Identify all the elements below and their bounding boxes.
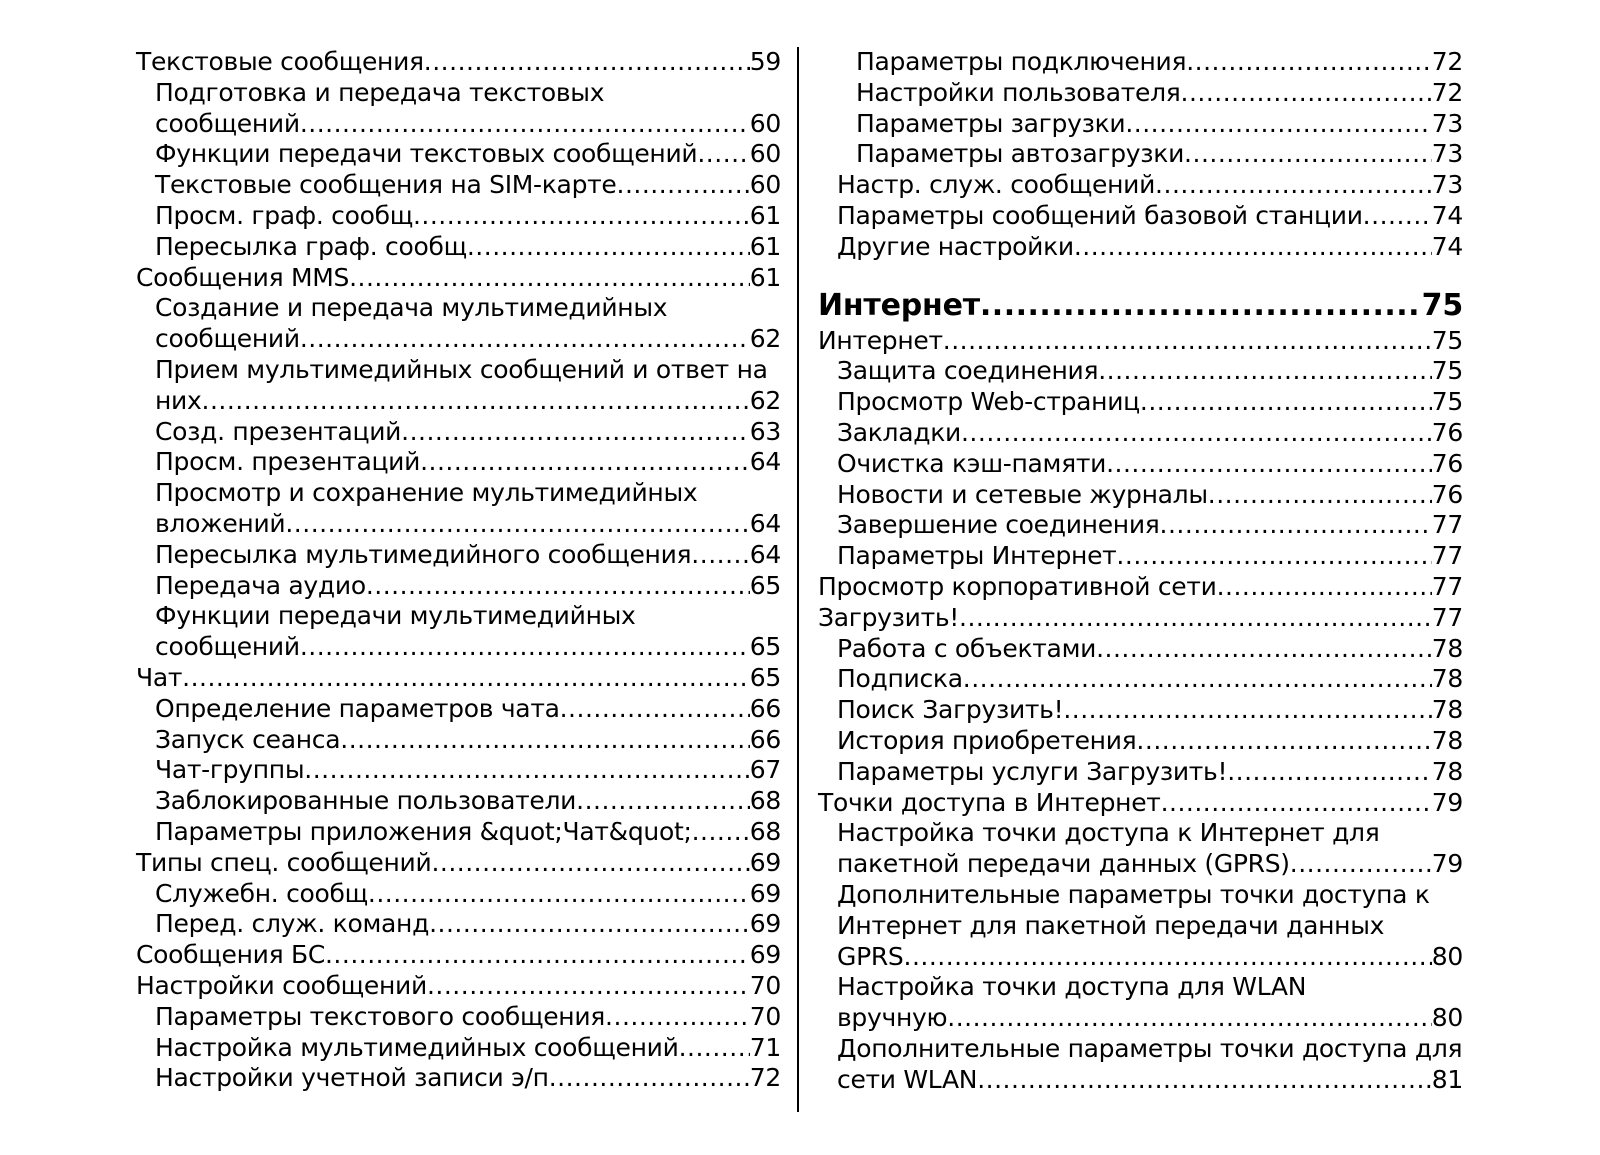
toc-entry[interactable] [818, 47, 1463, 78]
toc-page-number: 62 [749, 385, 781, 415]
toc-entry[interactable] [136, 263, 781, 294]
toc-entry[interactable] [818, 572, 1463, 603]
toc-entry-title: Поиск Загрузить! [837, 695, 1064, 725]
toc-entry-title-line: Просмотр и сохранение мультимедийных [155, 478, 698, 508]
toc-entry[interactable] [818, 201, 1463, 232]
toc-entry-title: Подписка [837, 664, 963, 694]
toc-entry[interactable] [136, 848, 781, 879]
toc-page-number: 68 [749, 786, 781, 816]
dot-leader [1116, 541, 1431, 572]
dot-leader [202, 386, 750, 417]
dot-leader [300, 324, 750, 355]
toc-entry[interactable] [136, 540, 781, 571]
dot-leader [947, 1003, 1432, 1034]
toc-entry-title: Текстовые сообщения [136, 47, 424, 76]
dot-leader [560, 694, 750, 725]
toc-page-number: 77 [1431, 602, 1463, 632]
toc-page-number: 72 [1431, 77, 1463, 107]
toc-entry-title: Чат-группы [155, 755, 305, 785]
toc-entry-title: Просм. презентаций [155, 447, 421, 477]
toc-entry-title: Точки доступа в Интернет [818, 787, 1161, 817]
dot-leader [1140, 387, 1432, 418]
toc-page-number: 75 [1431, 356, 1463, 386]
dot-leader [1217, 572, 1432, 603]
toc-entry-title-line: Дополнительные параметры точки доступа к [837, 879, 1430, 909]
toc-page-number: 68 [749, 816, 781, 846]
toc-page-number: 75 [1421, 287, 1463, 323]
toc-entry-title: Определение параметров чата [155, 693, 560, 723]
toc-entry[interactable] [818, 634, 1463, 665]
dot-leader [340, 725, 750, 756]
toc-entry-title: сообщений [155, 108, 300, 138]
toc-page-number: 61 [749, 200, 781, 230]
toc-page-number: 73 [1431, 108, 1463, 138]
toc-right-column [818, 47, 1463, 1096]
dot-leader [697, 139, 749, 170]
toc-entry[interactable] [136, 571, 781, 602]
toc-entry[interactable] [136, 447, 781, 478]
toc-page-number: 79 [1431, 849, 1463, 879]
toc-entry[interactable] [818, 232, 1463, 263]
dot-leader [182, 663, 750, 694]
toc-page-number: 80 [1431, 1003, 1463, 1033]
toc-entry-title-line: Интернет для пакетной передачи данных [837, 910, 1385, 940]
dot-leader [1136, 726, 1431, 757]
dot-leader [691, 540, 749, 571]
toc-page-number: 74 [1431, 200, 1463, 230]
dot-leader [961, 418, 1432, 449]
dot-leader [424, 47, 750, 78]
toc-entry-title: Запуск сеанса [155, 724, 341, 754]
toc-entry-title: Параметры Интернет [837, 541, 1117, 571]
toc-entry-title: Настройка мультимедийных сообщений [155, 1032, 679, 1062]
column-divider [797, 47, 799, 1112]
toc-entry-title-line: Настройка точки доступа для WLAN [837, 972, 1307, 1002]
toc-entry-title: Параметры автозагрузки [856, 139, 1185, 169]
toc-page-number: 76 [1431, 417, 1463, 447]
dot-leader [1125, 109, 1431, 140]
toc-entry-title: Текстовые сообщения на SIM-карте [155, 170, 617, 200]
toc-entry[interactable] [818, 510, 1463, 541]
toc-page-number: 73 [1431, 170, 1463, 200]
dot-leader [1074, 232, 1432, 263]
toc-entry-title: Сообщения БС [136, 940, 325, 970]
toc-entry-title: сети WLAN [837, 1064, 978, 1094]
dot-leader [605, 1002, 750, 1033]
dot-leader [401, 417, 750, 448]
toc-entry[interactable] [136, 1002, 781, 1033]
toc-page-number: 78 [1431, 633, 1463, 663]
toc-entry[interactable] [136, 170, 781, 201]
toc-page-number: 67 [749, 755, 781, 785]
toc-entry-title-line: Создание и передача мультимедийных [155, 293, 668, 323]
toc-page-number: 60 [749, 170, 781, 200]
toc-entry[interactable] [818, 356, 1463, 387]
dot-leader [420, 447, 750, 478]
toc-entry[interactable] [818, 972, 1463, 1034]
toc-entry[interactable] [818, 139, 1463, 170]
dot-leader [1208, 480, 1432, 511]
toc-entry[interactable] [818, 664, 1463, 695]
toc-entry-title: Интернет [818, 287, 980, 323]
toc-page-number: 77 [1431, 541, 1463, 571]
dot-leader [429, 909, 750, 940]
toc-entry[interactable] [136, 971, 781, 1002]
toc-page-number: 79 [1431, 787, 1463, 817]
toc-entry[interactable] [818, 78, 1463, 109]
dot-leader [349, 263, 750, 294]
toc-entry-title: Работа с объектами [837, 633, 1097, 663]
toc-page-number: 60 [749, 139, 781, 169]
toc-entry-title: Сообщения MMS [136, 262, 350, 292]
toc-entry[interactable] [136, 355, 781, 417]
toc-entry-title: Функции передачи текстовых сообщений [155, 139, 698, 169]
toc-entry[interactable] [136, 293, 781, 355]
dot-leader [1184, 139, 1432, 170]
toc-entry[interactable] [818, 695, 1463, 726]
toc-entry[interactable] [818, 387, 1463, 418]
toc-entry[interactable] [136, 879, 781, 910]
toc-entry-title: Созд. презентаций [155, 416, 402, 446]
toc-page-number: 78 [1431, 695, 1463, 725]
toc-page-number: 75 [1431, 387, 1463, 417]
toc-entry[interactable] [136, 909, 781, 940]
dot-leader [285, 509, 749, 540]
dot-leader [1181, 78, 1432, 109]
toc-entry-title: сообщений [155, 324, 300, 354]
toc-page-number: 69 [749, 909, 781, 939]
toc-page-number: 76 [1431, 448, 1463, 478]
dot-leader [1063, 695, 1431, 726]
dot-leader [959, 603, 1432, 634]
toc-entry[interactable] [818, 880, 1463, 972]
toc-page-number: 65 [749, 632, 781, 662]
toc-chapter-entry[interactable] [818, 286, 1463, 326]
toc-entry-title: Настр. служ. сообщений [837, 170, 1156, 200]
toc-entry[interactable] [136, 940, 781, 971]
toc-entry[interactable] [136, 478, 781, 540]
toc-entry-title: История приобретения [837, 725, 1137, 755]
toc-page-number: 61 [749, 262, 781, 292]
toc-entry[interactable] [136, 1063, 781, 1094]
toc-entry-title-line: Настройка точки доступа к Интернет для [837, 818, 1380, 848]
toc-page-number: 70 [749, 970, 781, 1000]
toc-entry-title: Перед. служ. команд [155, 909, 430, 939]
toc-entry[interactable] [136, 786, 781, 817]
toc-entry-title: пакетной передачи данных (GPRS) [837, 849, 1290, 879]
dot-leader [980, 286, 1422, 326]
toc-entry-title: Настройки учетной записи э/п [155, 1063, 549, 1093]
toc-entry-title-line: Функции передачи мультимедийных [155, 601, 636, 631]
dot-leader [1160, 510, 1432, 541]
toc-page-number: 77 [1431, 571, 1463, 601]
toc-entry-title-line: Прием мультимедийных сообщений и ответ на [155, 354, 768, 384]
toc-entry-title: Заблокированные пользователи [155, 786, 577, 816]
toc-page-number: 63 [749, 416, 781, 446]
toc-page-number: 64 [749, 539, 781, 569]
dot-leader [1363, 201, 1432, 232]
dot-leader [1290, 849, 1432, 880]
toc-entry-title: сообщений [155, 632, 300, 662]
toc-entry-title: них [155, 385, 202, 415]
toc-entry-title: Чат [136, 662, 183, 692]
toc-entry[interactable] [136, 78, 781, 140]
toc-entry-title: Просмотр Web-страниц [837, 387, 1140, 417]
dot-leader [413, 201, 750, 232]
toc-page-number: 59 [749, 47, 781, 76]
toc-page-number: 70 [749, 1001, 781, 1031]
toc-page-number: 66 [749, 693, 781, 723]
toc-entry-title: Параметры подключения [856, 47, 1187, 76]
toc-page-number: 64 [749, 508, 781, 538]
dot-leader [977, 1065, 1432, 1096]
toc-page-number: 69 [749, 878, 781, 908]
dot-leader [1227, 757, 1432, 788]
toc-entry[interactable] [818, 788, 1463, 819]
toc-entry-title-line: Дополнительные параметры точки доступа для [837, 1033, 1463, 1063]
toc-page-number: 71 [749, 1032, 781, 1062]
toc-entry-title: Защита соединения [837, 356, 1099, 386]
toc-entry[interactable] [136, 817, 781, 848]
toc-entry-title: Другие настройки [837, 231, 1074, 261]
toc-entry-title: Параметры текстового сообщения [155, 1001, 606, 1031]
toc-entry[interactable] [818, 418, 1463, 449]
toc-entry-title-line: Подготовка и передача текстовых [155, 77, 605, 107]
toc-entry[interactable] [818, 818, 1463, 880]
dot-leader [679, 1033, 750, 1064]
toc-page-number: 65 [749, 570, 781, 600]
toc-entry[interactable] [818, 480, 1463, 511]
toc-entry-title: Очистка кэш-памяти [837, 448, 1107, 478]
toc-left-column [136, 47, 781, 1094]
toc-page-number: 61 [749, 231, 781, 261]
toc-entry-title: Служебн. сообщ [155, 878, 368, 908]
toc-entry-title: Завершение соединения [837, 510, 1160, 540]
dot-leader [943, 326, 1432, 357]
toc-page-number: 72 [749, 1063, 781, 1093]
toc-entry-title: Просмотр корпоративной сети [818, 571, 1217, 601]
toc-entry-title: Интернет [818, 325, 943, 355]
toc-entry[interactable] [136, 232, 781, 263]
toc-page-number: 75 [1431, 325, 1463, 355]
dot-leader [1106, 449, 1432, 480]
toc-entry[interactable] [818, 603, 1463, 634]
toc-entry[interactable] [136, 725, 781, 756]
dot-leader [904, 942, 1432, 973]
toc-entry[interactable] [818, 170, 1463, 201]
toc-page-number: 69 [749, 940, 781, 970]
dot-leader [576, 786, 750, 817]
toc-page-number: 77 [1431, 510, 1463, 540]
toc-page-number: 78 [1431, 725, 1463, 755]
toc-page-number: 66 [749, 724, 781, 754]
dot-leader [304, 755, 750, 786]
toc-page-number: 73 [1431, 139, 1463, 169]
dot-leader [1155, 170, 1432, 201]
toc-page-number: 74 [1431, 231, 1463, 261]
toc-page-number: 80 [1431, 941, 1463, 971]
toc-entry-title: Настройки пользователя [856, 77, 1181, 107]
dot-leader [1186, 47, 1432, 78]
toc-entry[interactable] [818, 757, 1463, 788]
toc-entry[interactable] [136, 601, 781, 663]
toc-entry[interactable] [818, 449, 1463, 480]
dot-leader [427, 971, 750, 1002]
dot-leader [1161, 788, 1432, 819]
dot-leader [1096, 634, 1432, 665]
toc-entry-title: Параметры приложения &quot;Чат&quot; [155, 816, 692, 846]
toc-entry-title: Просм. граф. сообщ [155, 200, 413, 230]
toc-entry[interactable] [136, 663, 781, 694]
toc-entry[interactable] [818, 541, 1463, 572]
dot-leader [300, 632, 750, 663]
dot-leader [617, 170, 750, 201]
toc-entry-title: Параметры услуги Загрузить! [837, 756, 1228, 786]
dot-leader [549, 1063, 750, 1094]
toc-entry-title: Параметры загрузки [856, 108, 1126, 138]
toc-entry[interactable] [136, 417, 781, 448]
toc-page-number: 60 [749, 108, 781, 138]
toc-entry[interactable] [136, 1033, 781, 1064]
dot-leader [300, 109, 750, 140]
toc-entry[interactable] [136, 755, 781, 786]
toc-entry-title: GPRS [837, 941, 904, 971]
toc-entry[interactable] [818, 726, 1463, 757]
toc-entry-title: вручную [837, 1003, 948, 1033]
dot-leader [368, 879, 750, 910]
dot-leader [692, 817, 750, 848]
toc-page-number: 78 [1431, 664, 1463, 694]
toc-entry-title: Настройки сообщений [136, 970, 427, 1000]
toc-entry[interactable] [136, 47, 781, 78]
toc-entry-title: Пересылка мультимедийного сообщения [155, 539, 692, 569]
dot-leader [431, 848, 749, 879]
toc-page-number: 65 [749, 662, 781, 692]
toc-entry[interactable] [818, 109, 1463, 140]
toc-page-number: 72 [1431, 47, 1463, 76]
toc-entry[interactable] [136, 694, 781, 725]
toc-page-number: 69 [749, 847, 781, 877]
toc-entry[interactable] [818, 326, 1463, 357]
dot-leader [467, 232, 750, 263]
toc-entry-title: Параметры сообщений базовой станции [837, 200, 1363, 230]
toc-entry-title: Новости и сетевые журналы [837, 479, 1208, 509]
toc-page-number: 81 [1431, 1064, 1463, 1094]
toc-entry[interactable] [818, 1034, 1463, 1096]
toc-page-number: 78 [1431, 756, 1463, 786]
toc-entry[interactable] [136, 139, 781, 170]
dot-leader [963, 664, 1432, 695]
toc-entry-title: Загрузить! [818, 602, 960, 632]
toc-entry-title: Закладки [837, 417, 961, 447]
dot-leader [366, 571, 750, 602]
toc-entry-title: Пересылка граф. сообщ [155, 231, 467, 261]
toc-entry[interactable] [136, 201, 781, 232]
toc-entry-title: Передача аудио [155, 570, 366, 600]
toc-page-number: 76 [1431, 479, 1463, 509]
dot-leader [325, 940, 750, 971]
toc-entry-title: вложений [155, 508, 286, 538]
toc-page-number: 62 [749, 324, 781, 354]
toc-entry-title: Типы спец. сообщений [136, 847, 432, 877]
toc-page-number: 64 [749, 447, 781, 477]
dot-leader [1098, 356, 1432, 387]
